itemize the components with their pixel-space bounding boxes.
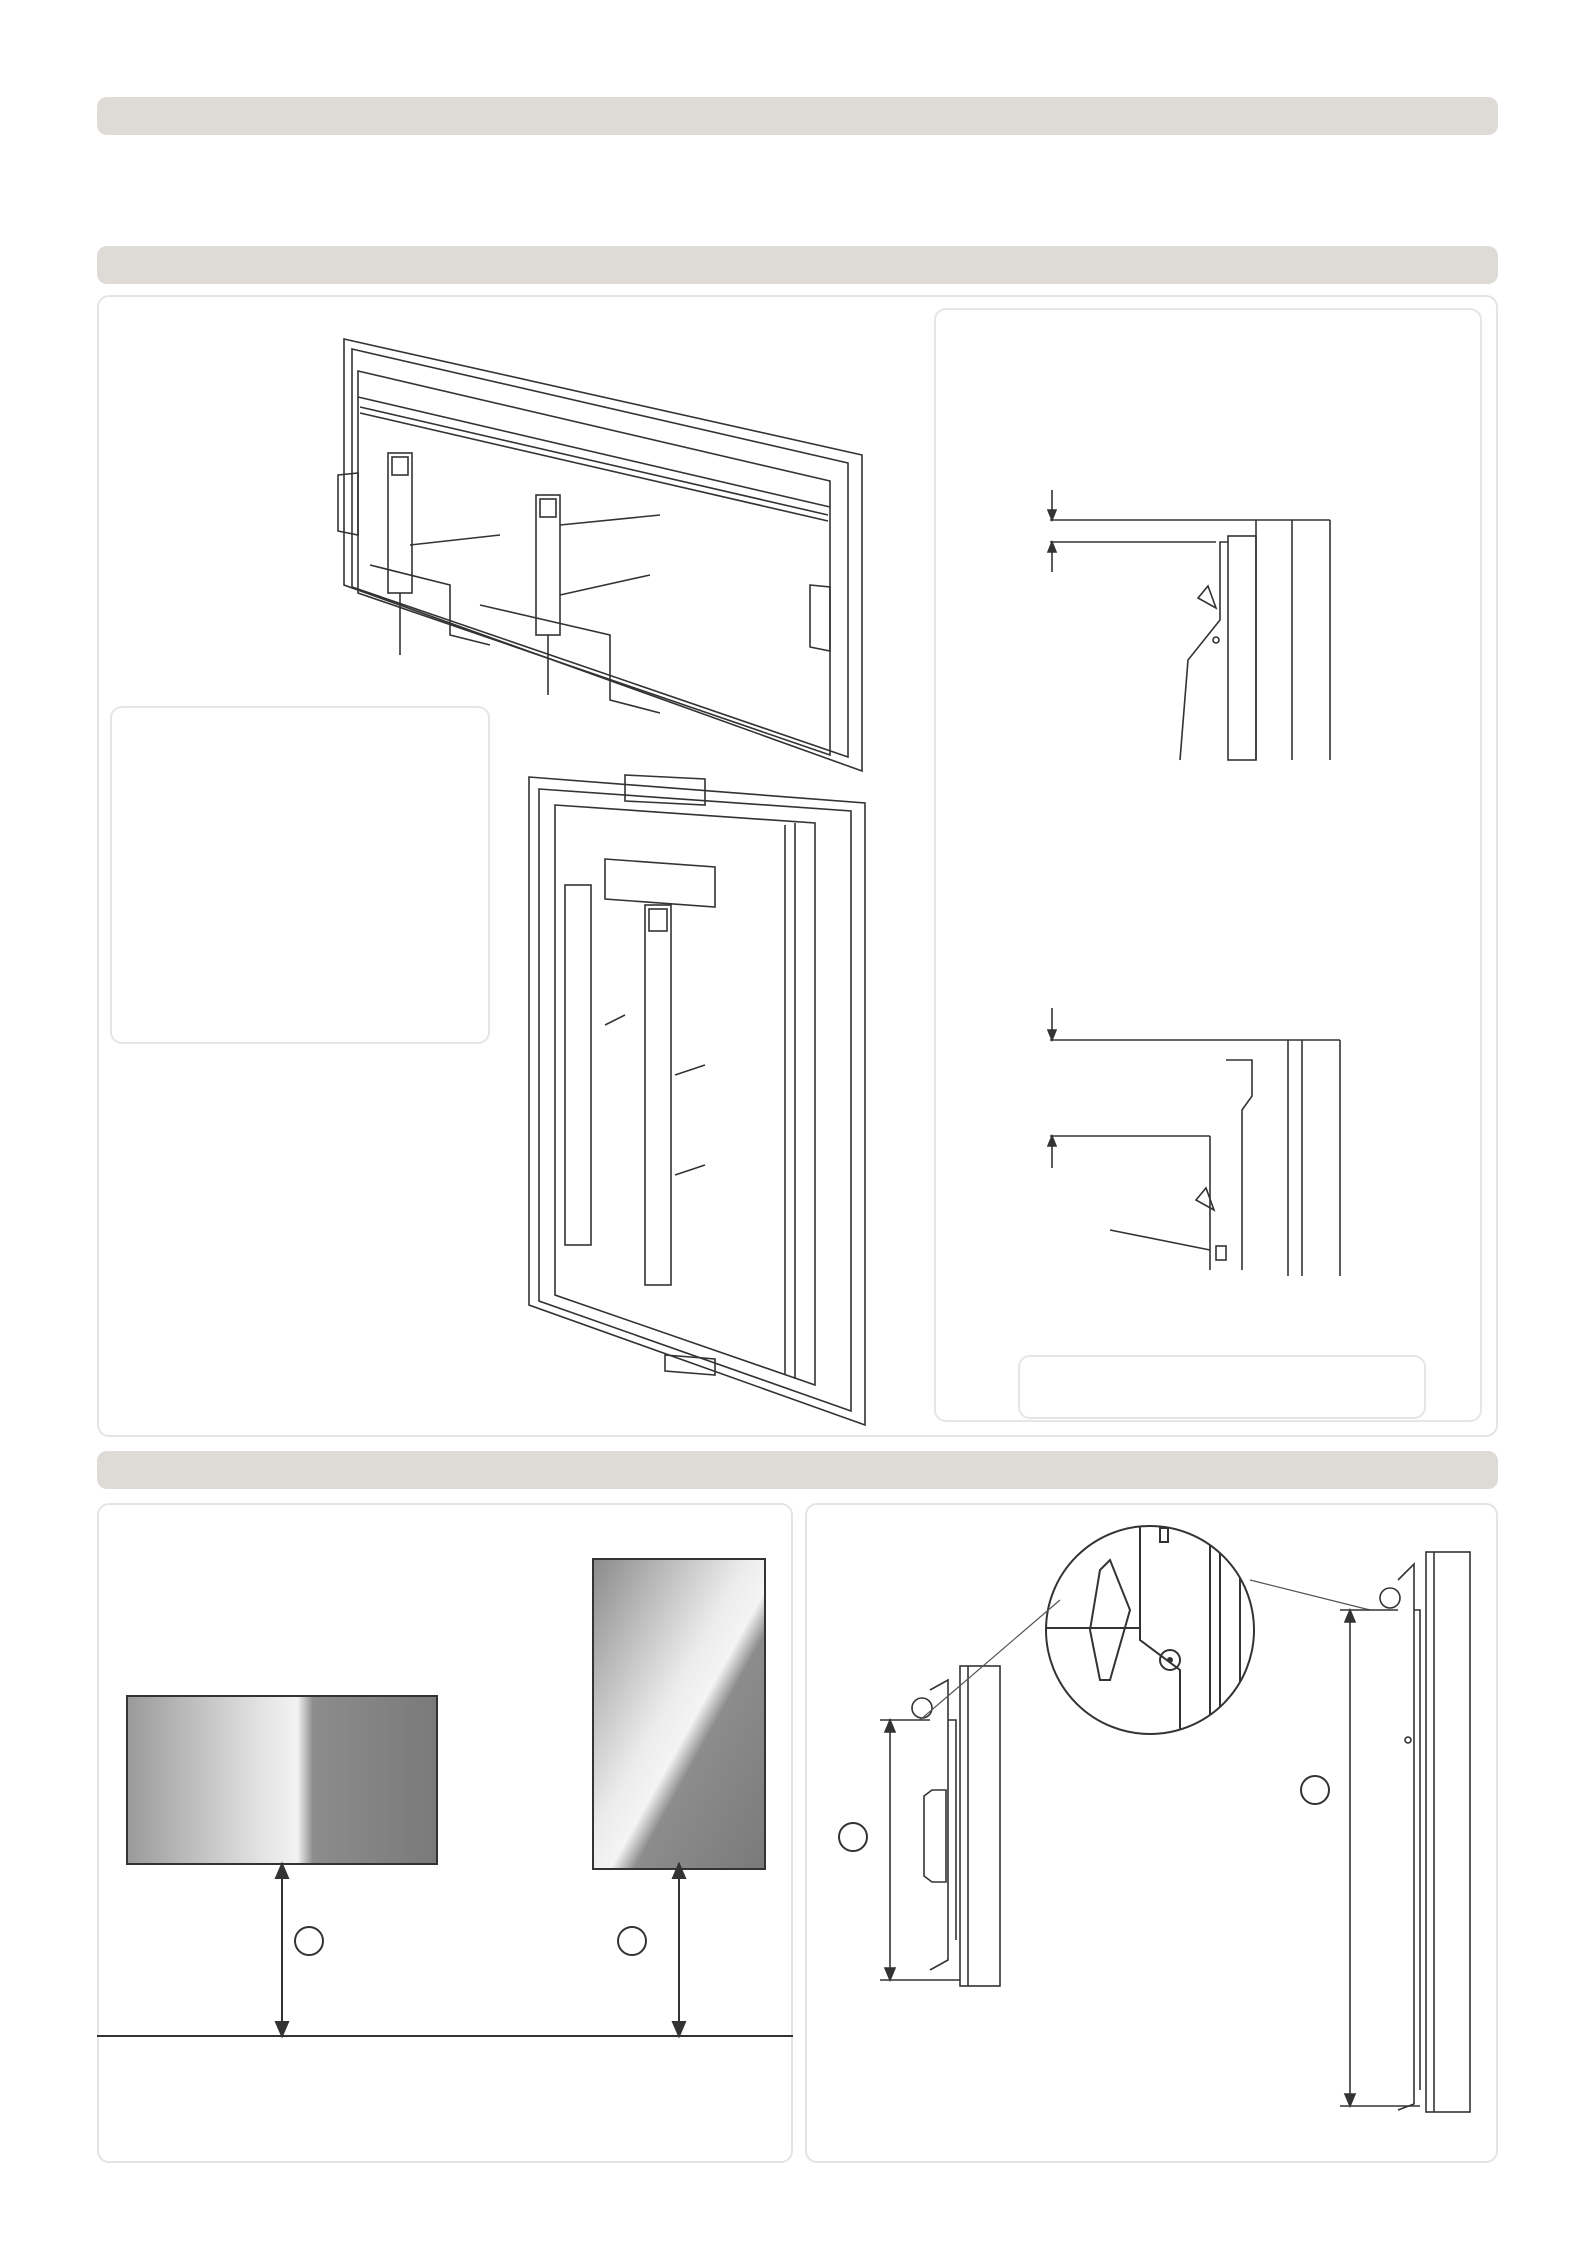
portrait-screen-illustration — [592, 1558, 766, 1870]
portrait-clearance-detail — [1030, 1000, 1360, 1280]
top-clearance-detail — [1030, 480, 1350, 760]
floor-note — [110, 2050, 770, 2140]
portrait-rear-illustration — [515, 775, 875, 1455]
landscape-screen-illustration — [126, 1695, 438, 1865]
section-header-3 — [97, 1451, 1498, 1489]
detail-caption-box — [1018, 1355, 1426, 1419]
intro-text — [110, 150, 1480, 210]
portrait-profile-badge — [1300, 1775, 1330, 1805]
landscape-rear-illustration — [330, 335, 890, 775]
detail-caption — [1020, 1357, 1424, 1377]
landscape-profile-badge — [838, 1822, 868, 1852]
landscape-height-badge — [294, 1926, 324, 1956]
zoom-leader-lines — [920, 1570, 1380, 1720]
floor-height-arrows — [97, 1860, 793, 2040]
section-header-2 — [97, 246, 1498, 284]
section-header-1 — [97, 97, 1498, 135]
portrait-profile-illustration — [1320, 1550, 1480, 2130]
portrait-height-badge — [617, 1926, 647, 1956]
